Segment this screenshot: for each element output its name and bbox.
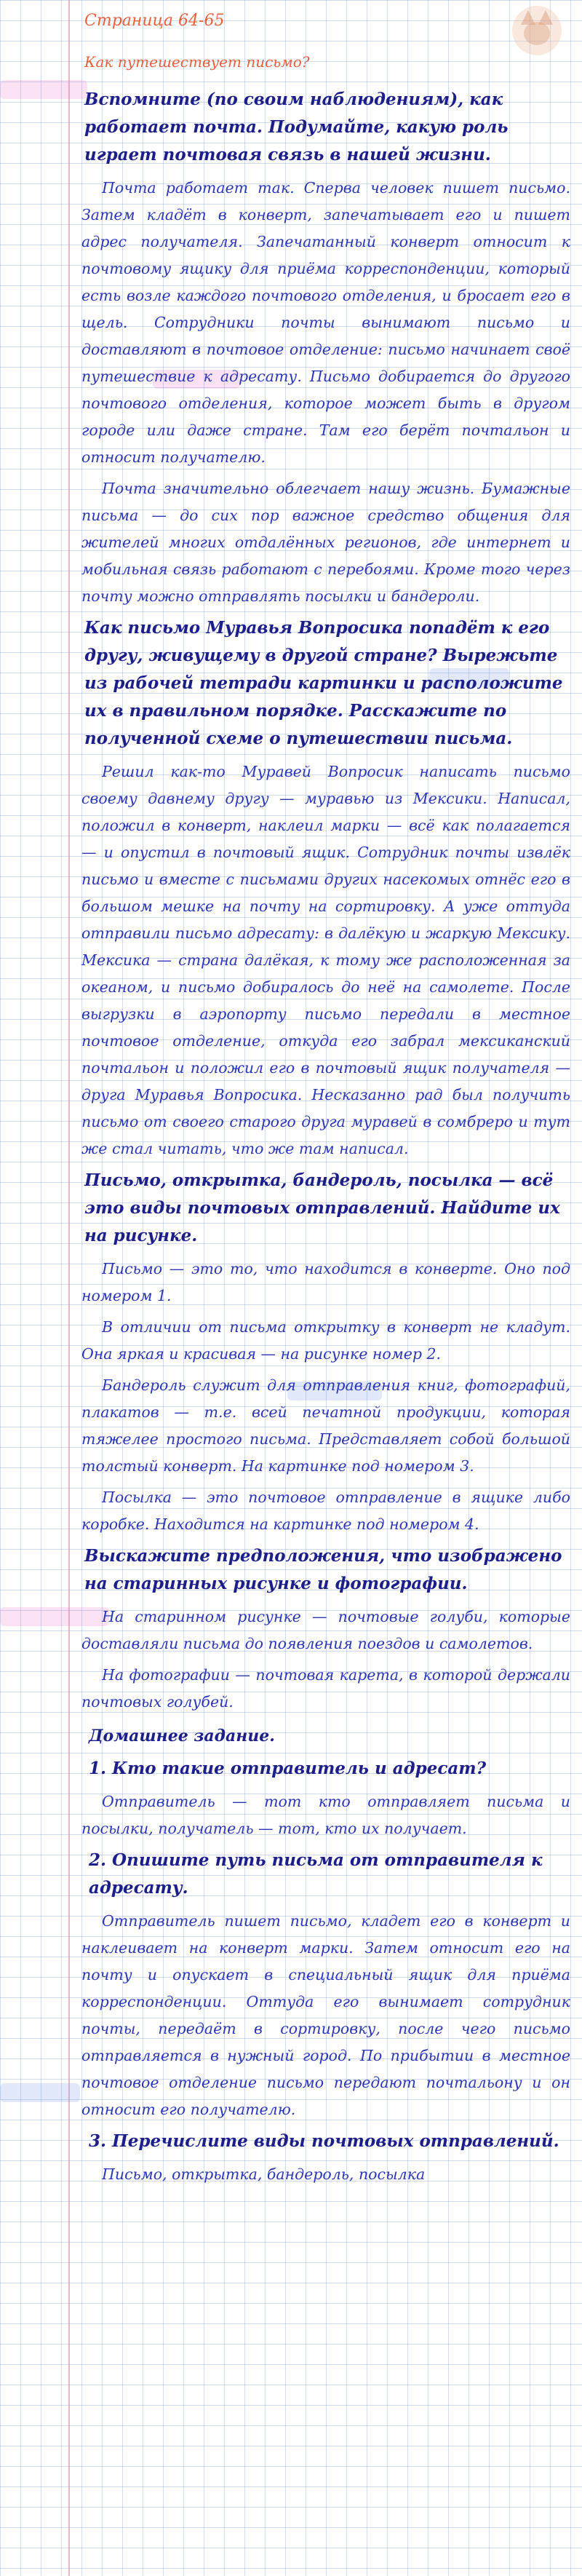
answer-2-paragraph-1: Решил как-то Муравей Вопросик написать письмо своему давнему другу — муравью из Мексики. Написал, положил в конверт, наклеил марки — всё как полагается — и опустил в почтовый ящик. Сотрудник почты извлёк письмо и вместе с письмами других насекомых отнёс его в большом мешке на почту на сортировку. А уже оттуда отправили письмо адресату: в далёкую и жаркую Мексику. Мексика — страна далёкая, к тому же расположенная за океаном, и письмо добиралось до неё на самолете. После выгрузки в аэропорту письмо передали в местное почтовое отделение, откуда его забрал мексиканский почтальон и положил его в почтовый ящик получателя — друга Муравья Вопросика. Несказанно рад был получить письмо от своего старого друга муравей в сомбреро и тут же стал читать, что же там написал. (81, 763, 570, 1157)
fox-logo-icon (512, 6, 562, 55)
topic-title: Как путешествует письмо? (84, 53, 310, 71)
content (81, 86, 570, 2192)
answer-1-paragraph-2: Почта значительно облегчает нашу жизнь. Бумажные письма — до сих пор важное средство общения для жителей многих отдалённых регионов, где интернет и мобильная связь работают с перебоями. Кроме того через почту можно отправлять посылки и бандероли. (81, 480, 570, 605)
answer-3-paragraph-2: В отличии от письма открытку в конверт не кладут. Она яркая и красивая — на рисунке номер 2. (81, 1318, 570, 1363)
answer-4-paragraph-2: На фотографии — почтовая карета, в которой держали почтовых голубей. (81, 1666, 570, 1711)
answer-4-paragraph-1: На старинном рисунке — почтовые голуби, которые доставляли письма до появления поездов и самолетов. (81, 1608, 570, 1652)
highlighter-mark (0, 2083, 80, 2102)
answer-1-paragraph-1: Почта работает так. Сперва человек пишет письмо. Затем кладёт в конверт, запечатывает его и пишет адрес получателя. Запечатанный конверт относит к почтовому ящику для приёма корреспонденции, который есть возле каждого почтового отделения, и бросает его в щель. Сотрудники почты вынимают письмо и доставляют в почтовое отделение: письмо начинает своё путешествие к адресату. Письмо добирается до другого почтового отделения, которое может быть в другом городе или даже стране. Там его берёт почтальон и относит получателю. (81, 179, 570, 466)
answer-3-paragraph-1: Письмо — это то, что находится в конверте. Оно под номером 1. (81, 1260, 570, 1304)
question-2: Как письмо Муравья Вопросика попадёт к его другу, живущему в другой стране? Вырежьте из рабочей тетради картинки и расположите их в правильном порядке. Расскажите по полученной схеме о путешествии письма. (84, 618, 563, 748)
page-number: Страница 64-65 (84, 12, 225, 30)
question-4: Выскажите предположения, что изображено на старинных рисунке и фотографии. (84, 1546, 562, 1593)
homework-answer-1: Отправитель — тот кто отправляет письма и посылки, получатель — тот, кто их получает. (81, 1793, 570, 1837)
highlighter-mark (0, 80, 87, 99)
answer-3-paragraph-3: Бандероль служит для отправления книг, фотографий, плакатов — т.е. всей печатной продукции, которая тяжелее простого письма. Представляет собой большой толстый конверт. На картинке под номером 3. (81, 1376, 570, 1475)
homework-question-3: 3. Перечислите виды почтовых отправлений. (89, 2131, 559, 2151)
question-1: Вспомните (по своим наблюдениям), как работает почта. Подумайте, какую роль играет почтовая связь в нашей жизни. (84, 90, 509, 165)
homework-title: Домашнее задание. (89, 1727, 275, 1745)
homework-question-1: 1. Кто такие отправитель и адресат? (89, 1759, 487, 1778)
homework-answer-2: Отправитель пишет письмо, кладет его в конверт и наклеивает на конверт марки. Затем относит его на почту и опускает в специальный ящик для приёма корреспонденции. Оттуда его вынимает сотрудник почты, передаёт в сортировку, после чего письмо отправляется в нужный город. По прибытии в местное почтовое отделение письмо передают почтальону и он относит его получателю. (81, 1912, 570, 2118)
homework-answer-3: Письмо, открытка, бандероль, посылка (102, 2165, 426, 2183)
answer-3-paragraph-4: Посылка — это почтовое отправление в ящике либо коробке. Находится на картинке под номером 4. (81, 1489, 570, 1533)
notebook-margin-line (68, 0, 70, 2576)
question-3: Письмо, открытка, бандероль, посылка — всё это виды почтовых отправлений. Найдите их на рисунке. (84, 1170, 560, 1245)
homework-question-2: 2. Опишите путь письма от отправителя к адресату. (89, 1850, 543, 1898)
